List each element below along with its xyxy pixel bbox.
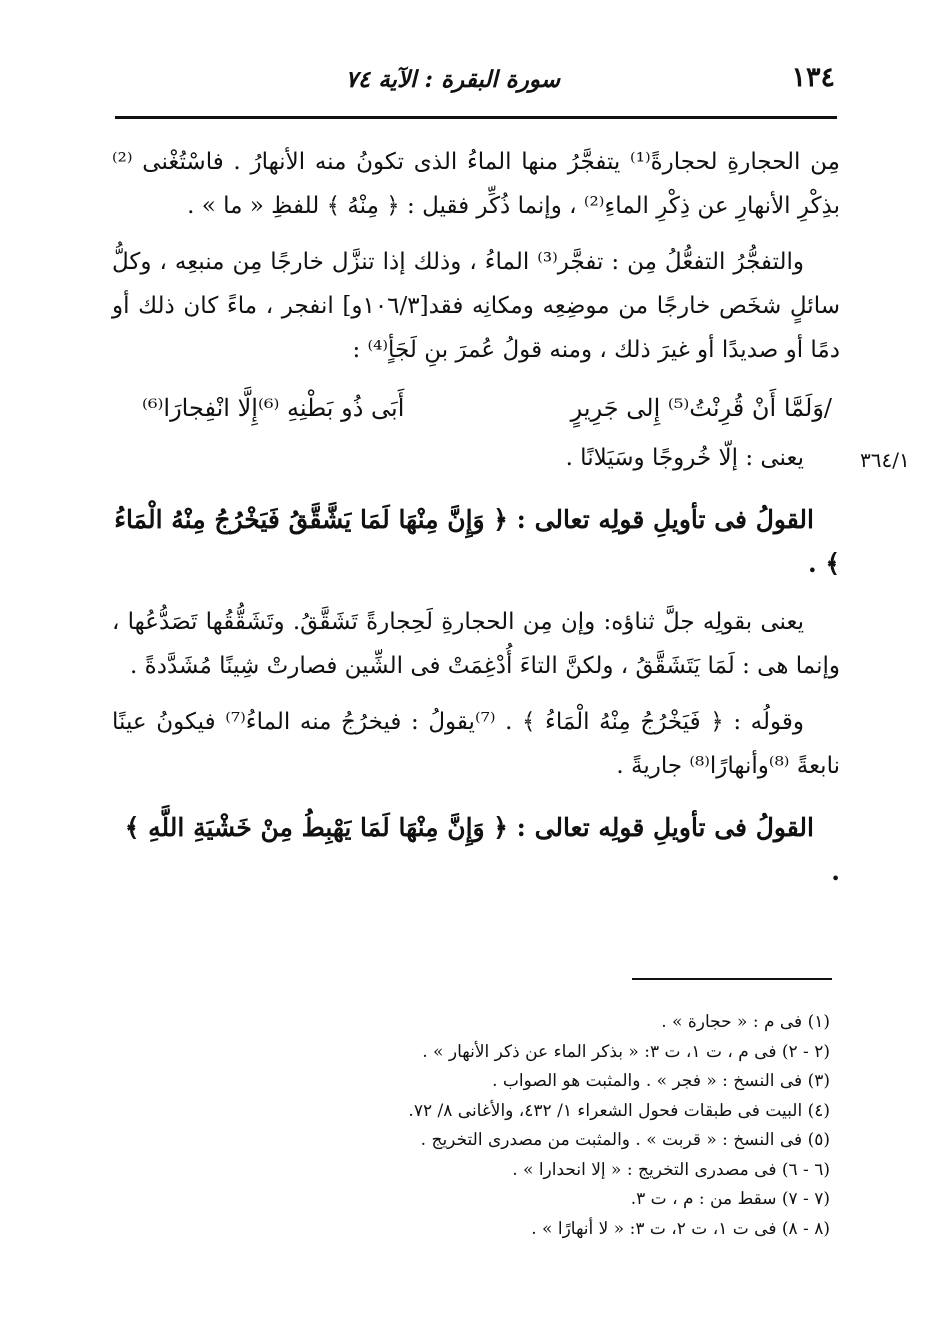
footnote: (٦ - ٦) فى مصدرى التخريج : « إلا انحدارا » . [512,1159,830,1180]
footnote: (٣) فى النسخ : « فجر » . والمثبت هو الصواب . [492,1071,830,1091]
footnote: (٥) فى النسخ : « قربت » . والمثبت من مصدرى التخريج . [420,1130,830,1150]
section-heading-2: القولُ فى تأويلِ قولِه تعالى : ﴿ وَإِنَّ مِنْهَا لَمَا يَهْبِطُ مِنْ خَشْيَةِ اللَّهِ ﴾ . [124,813,840,886]
paragraph-1: مِن الحجارةِ لحجارةً⁽¹⁾ يتفجَّرُ منها الماءُ الذى تكونُ منه الأنهارُ . فاسْتُغْنى ⁽²⁾بذِكْرِ الأنهارِ عن ذِكْرِ الماءِ⁽²⁾ ، وإنما ذُكِّر فقيل : ﴿ مِنْهُ ﴾ للفظِ « ما » . [112,149,840,219]
paragraph-3: يعنى : إلّا خُروجًا وسَيَلانًا . [565,445,804,471]
poem-verse [112,386,840,430]
footnote: (٤) البيت فى طبقات فحول الشعراء ١/ ٤٣٢، والأغانى ٨/ ٧٢. [408,1100,830,1121]
footnotes [120,1008,830,1244]
poem-second-hemistich: أَبَى ذُو بَطْنِهِ ⁽⁶⁾إِلَّا انْفِجارَا⁽⁶⁾ [142,394,405,422]
main-text [112,140,840,908]
paragraph-2: والتفجُّرُ التفعُّلُ مِن : تفجَّر⁽³⁾ الماءُ ، وذلك إذا تنزَّل خارجًا مِن منبعِه ، وكلُّ سائلٍ شخَص خارجًا من موضِعِه ومكانِه فقد[١٠٦/٣و] انفجر ، ماءً كان ذلك أو دمًا أو صديدًا أو غيرَ ذلك ، ومنه قولُ عُمرَ بنِ لَجَأٍ⁽⁴⁾ : [112,249,840,363]
footnote-rule [632,978,832,980]
footnote: (١) فى م : « حجارة » . [661,1012,830,1032]
poem-first-hemistich: /وَلَمَّا أَنْ قُرِنْتُ⁽⁵⁾ إِلى جَرِيرٍ [570,394,832,422]
page-header [115,62,835,102]
margin-reference: ٣٦٤/١ [860,448,910,472]
paragraph-5: وقولُه : ﴿ فَيَخْرُجُ مِنْهُ الْمَاءُ ﴾ . ⁽⁷⁾يقولُ : فيخرُجُ منه الماءُ⁽⁷⁾ فيكونُ عينًا نابعةً ⁽⁸⁾وأنهارًا⁽⁸⁾ جاريةً . [112,709,840,779]
footnote: (٧ - ٧) سقط من : م ، ت ٣. [630,1189,830,1209]
page-number: ١٣٤ [791,62,835,93]
paragraph-4: يعنى بقولِه جلَّ ثناؤه: وإن مِن الحجارةِ لَحِجارةً تَشَقَّقُ. وتَشَقُّقُها تَصَدُّعُها ، وإنما هى : لَمَا يَتَشَقَّقُ ، ولكنَّ التاءَ أُدْغِمَتْ فى الشِّين فصارتْ شِينًا مُشَدَّدةً . [112,609,840,679]
section-heading-1: القولُ فى تأويلِ قولِه تعالى : ﴿ وَإِنَّ مِنْهَا لَمَا يَشَّقَّقُ فَيَخْرُجُ مِنْهُ الْمَاءُ ﴾ . [114,505,840,578]
footnote: (٨ - ٨) فى ت ١، ت ٢، ت ٣: « لا أنهارًا » . [531,1218,830,1239]
footnote: (٢ - ٢) فى م ، ت ١، ت ٣: « بذكر الماء عن ذكر الأنهار » . [422,1041,830,1062]
header-rule [115,116,837,119]
running-title: سورة البقرة : الآية ٧٤ [345,66,560,93]
